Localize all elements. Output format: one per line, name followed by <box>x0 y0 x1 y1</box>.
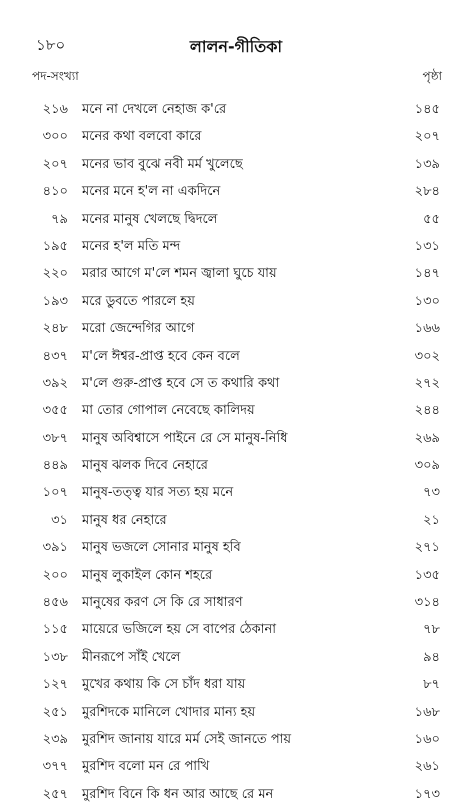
entry-poem-number: ৪১০ <box>42 184 68 200</box>
index-entry <box>0 260 472 287</box>
entry-page-number: ১৩৯ <box>414 156 440 172</box>
column-header-poem-number: পদ-সংখ্যা <box>32 69 79 83</box>
index-entry <box>0 644 472 671</box>
index-entry <box>0 288 472 315</box>
index-entry <box>0 479 472 506</box>
entry-page-number: ১৬০ <box>414 731 440 747</box>
index-entry <box>0 151 472 178</box>
entry-first-line: মুরশিদ বিনে কি ধন আর আছে রে মন <box>82 786 274 802</box>
entry-first-line: মুরশিদকে মানিলে খোদার মান্য হয় <box>82 704 256 720</box>
entry-poem-number: ৩৯১ <box>42 540 68 556</box>
entry-page-number: ২৮৪ <box>414 184 440 200</box>
entry-poem-number: ১৩৮ <box>42 649 68 665</box>
index-entry <box>0 534 472 561</box>
entry-page-number: ১৬৬ <box>414 321 440 337</box>
entry-first-line: মনের কথা বলবো কারে <box>82 129 202 145</box>
entry-first-line: মনের মনে হ'ল না একদিনে <box>82 184 221 200</box>
entry-poem-number: ২১৬ <box>42 102 68 117</box>
entry-page-number: ২১ <box>423 512 440 528</box>
index-entry <box>0 753 472 780</box>
index-entry <box>0 507 472 534</box>
entry-page-number: ১৩০ <box>414 293 440 309</box>
index-entry <box>0 123 472 150</box>
index-entry <box>0 452 472 479</box>
index-entry <box>0 96 472 123</box>
index-entry <box>0 397 472 424</box>
index-entry <box>0 315 472 342</box>
entry-first-line: মানুষের করণ সে কি রে সাধারণ <box>82 595 243 611</box>
entry-page-number: ৭৩ <box>423 485 440 501</box>
entry-page-number: ২৭১ <box>414 540 440 556</box>
index-entry <box>0 370 472 397</box>
running-head <box>0 34 472 58</box>
entry-first-line: মায়েরে ভজিলে হয় সে বাপের ঠেকানা <box>82 622 277 638</box>
entry-poem-number: ২৫১ <box>42 704 68 720</box>
entry-first-line: মানুষ-তত্ত্ব যার সত্য হয় মনে <box>82 485 234 501</box>
entry-poem-number: ২০৭ <box>42 156 68 172</box>
page-number: ১৮০ <box>36 36 66 54</box>
entry-poem-number: ১১৫ <box>42 622 68 638</box>
entry-poem-number: ২৪৮ <box>42 321 68 337</box>
index-entry <box>0 726 472 753</box>
entry-poem-number: ২২০ <box>42 266 68 282</box>
entry-poem-number: ৩৫৫ <box>42 403 68 419</box>
entry-first-line: মরো জেন্দেগির আগে <box>82 321 195 337</box>
index-entry <box>0 206 472 233</box>
index-entry <box>0 562 472 589</box>
index-entry <box>0 425 472 452</box>
entry-first-line: মানুষ ভজলে সোনার মানুষ হবি <box>82 540 241 556</box>
entry-page-number: ২৪৪ <box>414 403 440 419</box>
entry-poem-number: ২৩৯ <box>42 731 68 747</box>
index-entry <box>0 671 472 698</box>
entry-first-line: মরার আগে ম'লে শমন জ্বালা ঘুচে যায় <box>82 266 277 282</box>
entry-page-number: ২৬১ <box>414 759 440 775</box>
entry-page-number: ১৭৩ <box>414 786 440 802</box>
entry-poem-number: ৪৪৯ <box>42 458 68 474</box>
entry-page-number: ৮৭ <box>423 677 440 693</box>
entry-poem-number: ২০০ <box>42 567 68 583</box>
entry-first-line: মানুষ অবিশ্বাসে পাইনে রে সে মানুষ-নিধি <box>82 430 288 446</box>
index-entry <box>0 233 472 260</box>
entry-first-line: মরে ডুবতে পারলে হয় <box>82 293 195 309</box>
index-list <box>0 96 472 808</box>
entry-poem-number: ৩০০ <box>42 129 68 145</box>
entry-page-number: ৯৪ <box>423 649 440 665</box>
index-entry <box>0 178 472 205</box>
entry-first-line: মনে না দেখলে নেহাজ ক'রে <box>82 102 227 117</box>
entry-poem-number: ৭৯ <box>51 211 68 227</box>
entry-poem-number: ৪৩৭ <box>42 348 68 364</box>
entry-first-line: মীনরূপে সাঁই খেলে <box>82 649 181 665</box>
entry-poem-number: ৩৭৭ <box>42 759 68 775</box>
entry-poem-number: ২৫৭ <box>42 786 68 802</box>
column-header-page: পৃষ্ঠা <box>422 69 442 83</box>
entry-page-number: ২০৭ <box>414 129 440 145</box>
entry-first-line: মুখের কথায় কি সে চাঁদ ধরা যায় <box>82 677 246 693</box>
entry-first-line: মুরশিদ জানায় যারে মর্ম সেই জানতে পায় <box>82 731 292 747</box>
entry-page-number: ৩০৯ <box>414 458 440 474</box>
entry-first-line: মানুষ ধর নেহারে <box>82 512 167 528</box>
entry-first-line: মনের হ'ল মতি মন্দ <box>82 238 181 254</box>
entry-page-number: ১৩৫ <box>414 567 440 583</box>
entry-first-line: মুরশিদ বলো মন রে পাখি <box>82 759 210 775</box>
entry-page-number: ৫৫ <box>423 211 440 227</box>
entry-page-number: ১৩১ <box>414 238 440 254</box>
entry-poem-number: ৩১ <box>51 512 68 528</box>
entry-first-line: ম'লে ঈশ্বর-প্রাপ্ত হবে কেন বলে <box>82 348 240 364</box>
index-entry <box>0 781 472 808</box>
entry-poem-number: ১০৭ <box>42 485 68 501</box>
entry-page-number: ১৪৭ <box>414 266 440 282</box>
entry-page-number: ৩০২ <box>414 348 440 364</box>
index-entry <box>0 589 472 616</box>
entry-poem-number: ১৯৫ <box>42 238 68 254</box>
index-entry <box>0 616 472 643</box>
index-entry <box>0 699 472 726</box>
entry-first-line: মানুষ ঝলক দিবে নেহারে <box>82 458 208 474</box>
index-entry <box>0 343 472 370</box>
entry-first-line: মনের মানুষ খেলছে দ্বিদলে <box>82 211 218 227</box>
entry-poem-number: ৩৮৭ <box>42 430 68 446</box>
entry-poem-number: ১৯৩ <box>42 293 68 309</box>
entry-poem-number: ৪৫৬ <box>42 595 68 611</box>
entry-first-line: মনের ভাব বুঝে নবী মর্ম খুলেছে <box>82 156 243 172</box>
entry-first-line: ম'লে গুরু-প্রাপ্ত হবে সে ত কথারি কথা <box>82 375 280 391</box>
entry-page-number: ২৬৯ <box>414 430 440 446</box>
entry-first-line: মানুষ লুকাইল কোন শহরে <box>82 567 213 583</box>
entry-page-number: ১৬৮ <box>414 704 440 720</box>
page-title: লালন-গীতিকা <box>189 37 283 56</box>
entry-page-number: ২৭২ <box>414 375 440 391</box>
entry-first-line: মা তোর গোপাল নেবেছে কালিদয় <box>82 403 255 419</box>
entry-page-number: ৭৮ <box>423 622 440 638</box>
entry-poem-number: ১২৭ <box>42 677 68 693</box>
entry-poem-number: ৩৯২ <box>42 375 68 391</box>
entry-page-number: ১৪৫ <box>414 102 440 117</box>
entry-page-number: ৩১৪ <box>414 595 440 611</box>
column-headers <box>0 68 472 88</box>
